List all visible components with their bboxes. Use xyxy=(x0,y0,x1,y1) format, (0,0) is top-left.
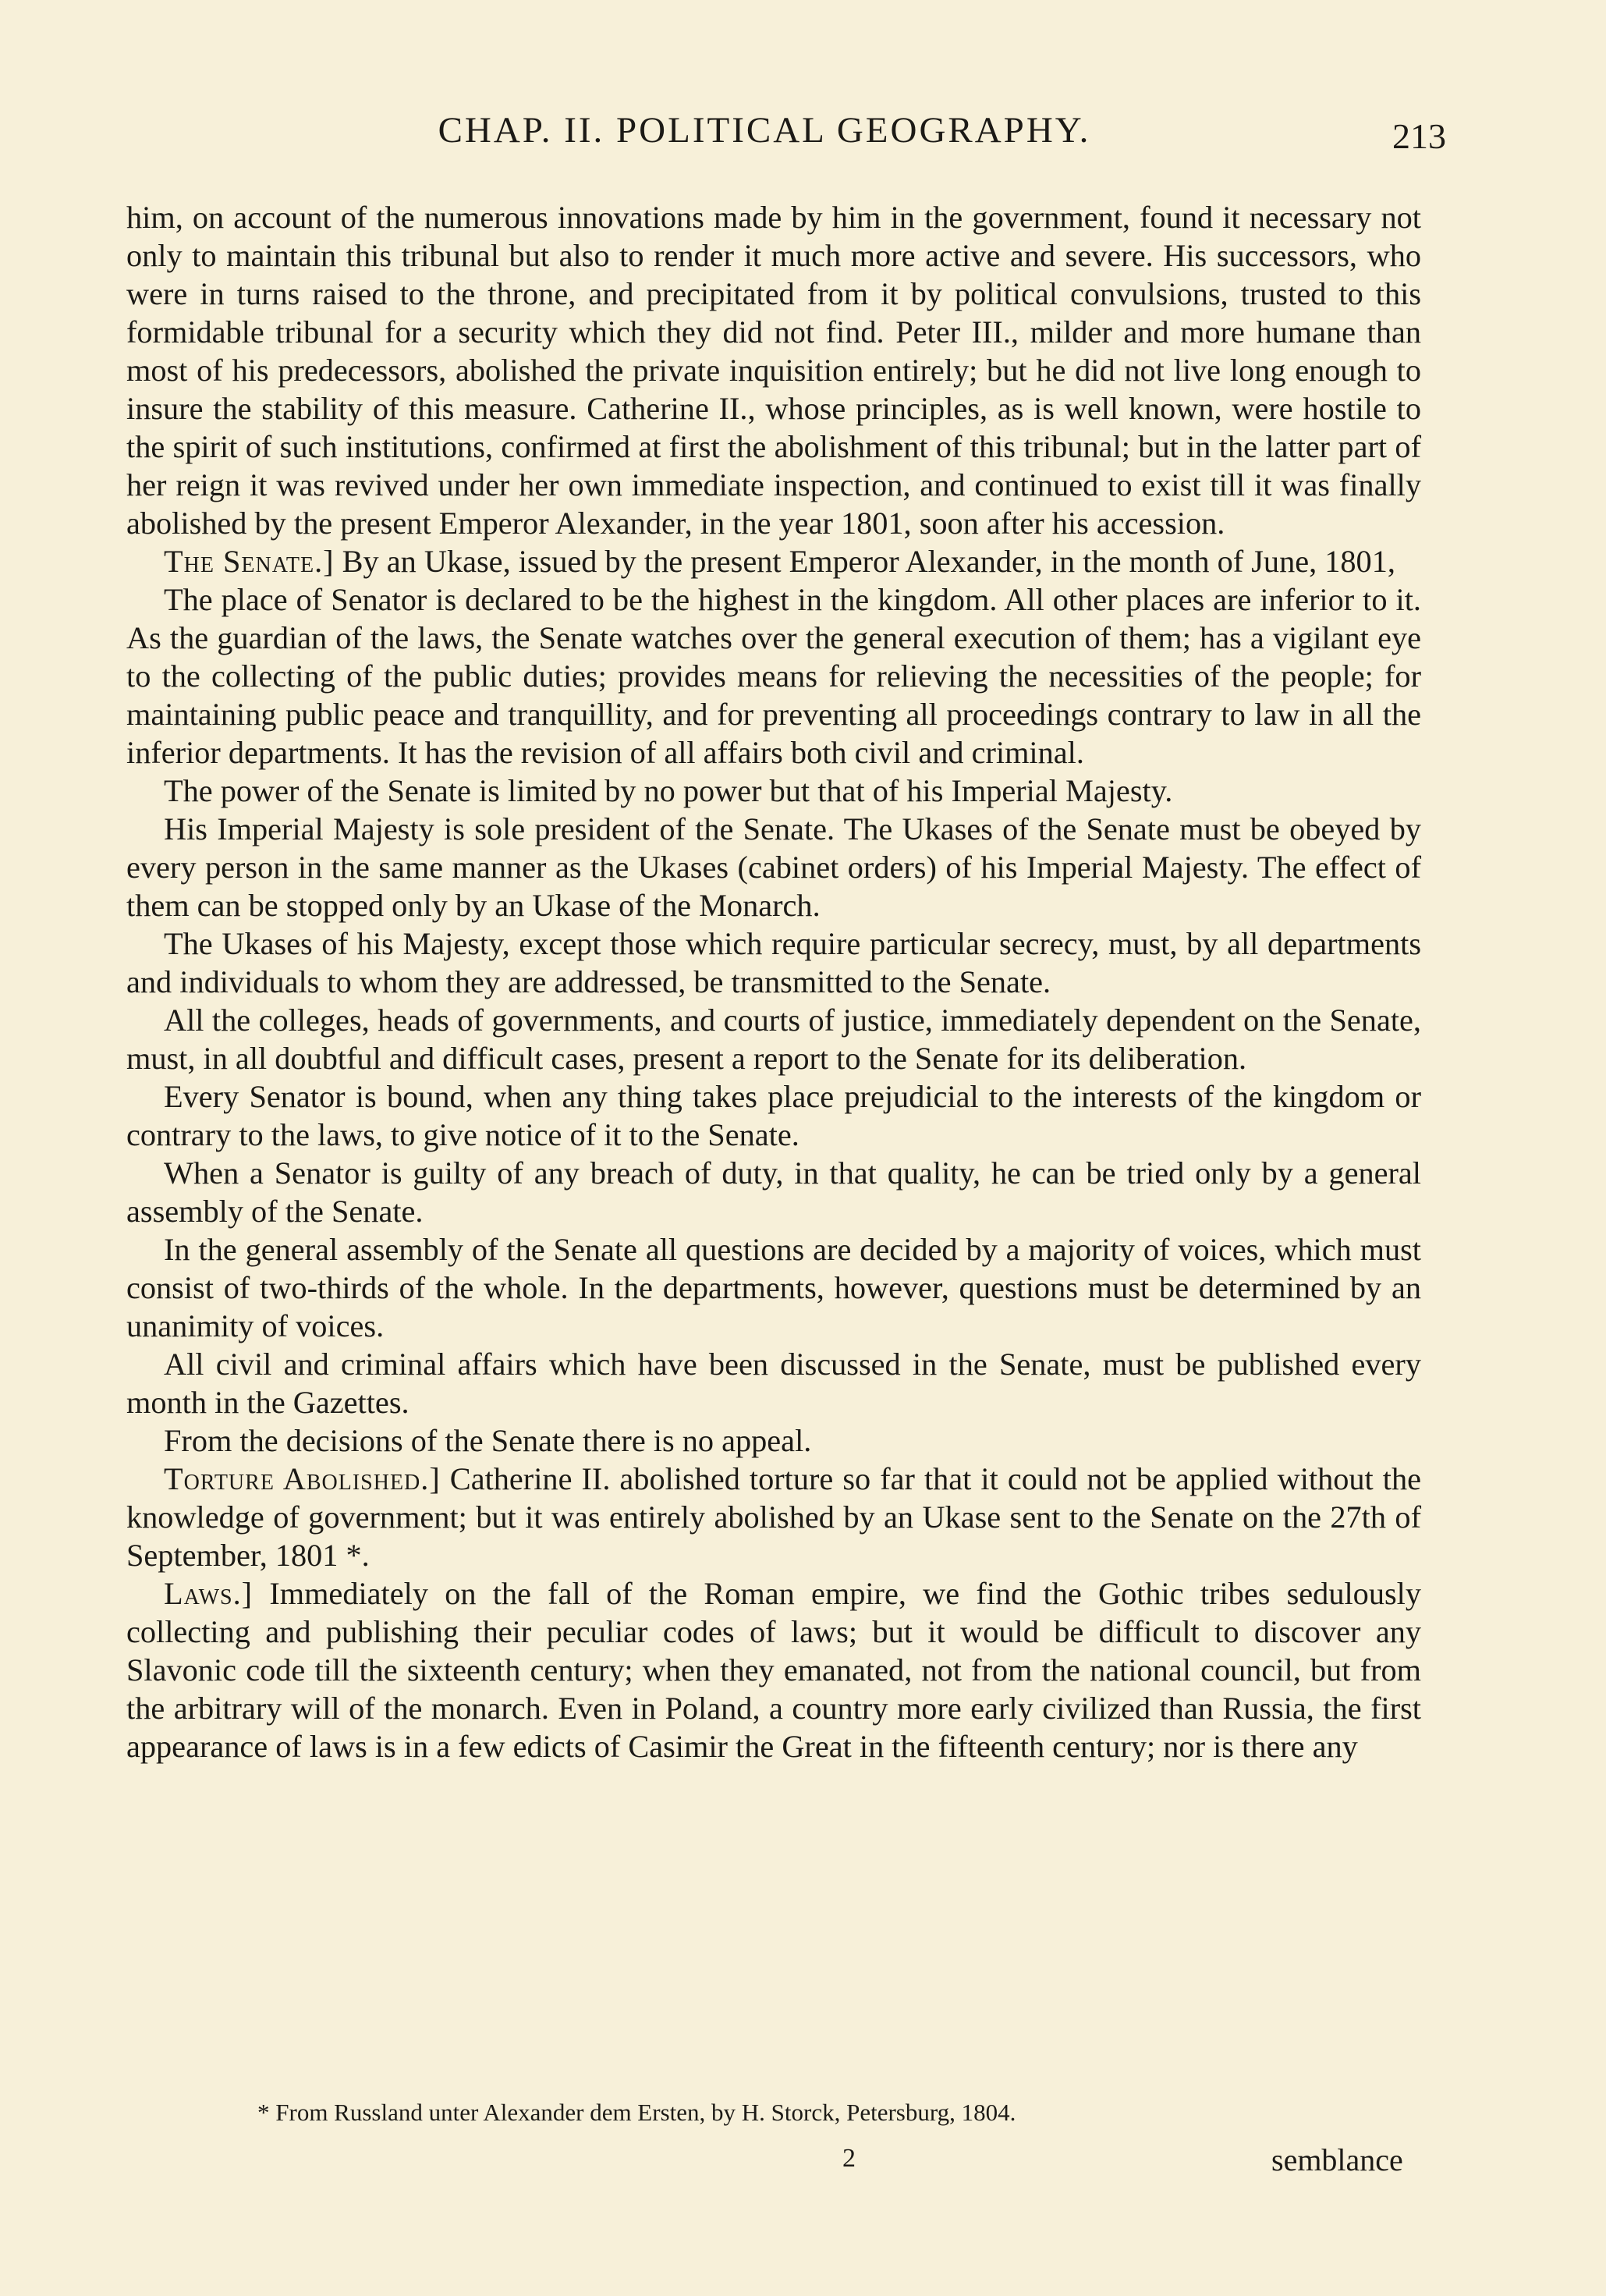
section-heading: Laws.] xyxy=(164,1576,253,1611)
catchword: semblance xyxy=(1271,2142,1403,2177)
paragraph: When a Senator is guilty of any breach of duty, in that quality, he can be tried only by a general assembly of the Senate. xyxy=(126,1155,1421,1229)
paragraph: The power of the Senate is limited by no power but that of his Imperial Majesty. xyxy=(164,773,1173,808)
footnote: * From Russland unter Alexander dem Ersten, by H. Storck, Petersburg, 1804. xyxy=(257,2099,1016,2126)
paragraph: him, on account of the numerous innovations made by him in the government, found it necessary not only to maintain this tribunal but also to render it much more active and severe. His successors, who were in turns raised to the throne, and precipitated from it by political convulsions, trusted to this formidable tribunal for a security which they did not find. Peter III., milder and more humane than most of his predecessors, abolished the private inquisition entirely; but he did not live long enough to insure the stability of this measure. Catherine II., whose principles, as is well known, were hostile to the spirit of such institutions, confirmed at first the abolishment of this tribunal; but in the latter part of her reign it was revived under her own immediate inspection, and continued to exist till it was finally abolished by the present Emperor Alexander, in the year 1801, soon after his accession. xyxy=(126,200,1421,541)
paragraph: All civil and criminal affairs which have been discussed in the Senate, must be published every month in the Gazettes. xyxy=(126,1347,1421,1420)
paragraph: The Senate.] By an Ukase, issued by the present Emperor Alexander, in the month of June, 1801, xyxy=(164,544,1395,579)
body-text xyxy=(126,198,1421,1765)
paragraph: All the colleges, heads of governments, and courts of justice, immediately dependent on the Senate, must, in all doubtful and difficult cases, present a report to the Senate for its deliberation. xyxy=(126,1003,1421,1076)
section-heading: The Senate.] xyxy=(164,544,335,579)
paragraph: The place of Senator is declared to be the highest in the kingdom. All other places are inferior to it. As the guardian of the laws, the Senate watches over the general execution of them; has a vigilant eye to the collecting of the public duties; provides means for relieving the necessities of the people; for maintaining public peace and tranquillity, and for preventing all proceedings contrary to law in all the inferior departments. It has the revision of all affairs both civil and criminal. xyxy=(126,582,1421,770)
paragraph: Every Senator is bound, when any thing takes place prejudicial to the interests of the kingdom or contrary to the laws, to give notice of it to the Senate. xyxy=(126,1079,1421,1152)
section-heading: Torture Abolished.] xyxy=(164,1461,441,1496)
chapter-title: CHAP. II. POLITICAL GEOGRAPHY. xyxy=(438,110,1091,151)
signature-mark: 2 xyxy=(842,2144,856,2173)
paragraph: Torture Abolished.] Catherine II. abolished torture so far that it could not be applied without the knowledge of government; but it was entirely abolished by an Ukase sent to the Senate on the 27th of September, 1801 *. xyxy=(126,1461,1421,1573)
page-number: 213 xyxy=(1392,116,1446,156)
paragraph: Laws.] Immediately on the fall of the Roman empire, we find the Gothic tribes sedulously collecting and publishing their peculiar codes of laws; but it would be difficult to discover any Slavonic code till the sixteenth century; when they emanated, not from the national council, but from the arbitrary will of the monarch. Even in Poland, a country more early civilized than Russia, the first appearance of laws is in a few edicts of Casimir the Great in the fifteenth century; nor is there any xyxy=(126,1576,1421,1764)
paragraph: His Imperial Majesty is sole president of the Senate. The Ukases of the Senate must be obeyed by every person in the same manner as the Ukases (cabinet orders) of his Imperial Majesty. The effect of them can be stopped only by an Ukase of the Monarch. xyxy=(126,811,1421,923)
paragraph: From the decisions of the Senate there is no appeal. xyxy=(164,1423,812,1458)
paragraph: The Ukases of his Majesty, except those which require particular secrecy, must, by all departments and individuals to whom they are addressed, be transmitted to the Senate. xyxy=(126,926,1421,999)
running-header xyxy=(0,109,1606,164)
paragraph: In the general assembly of the Senate all questions are decided by a majority of voices, which must consist of two-thirds of the whole. In the departments, however, questions must be determined by an unanimity of voices. xyxy=(126,1232,1421,1343)
